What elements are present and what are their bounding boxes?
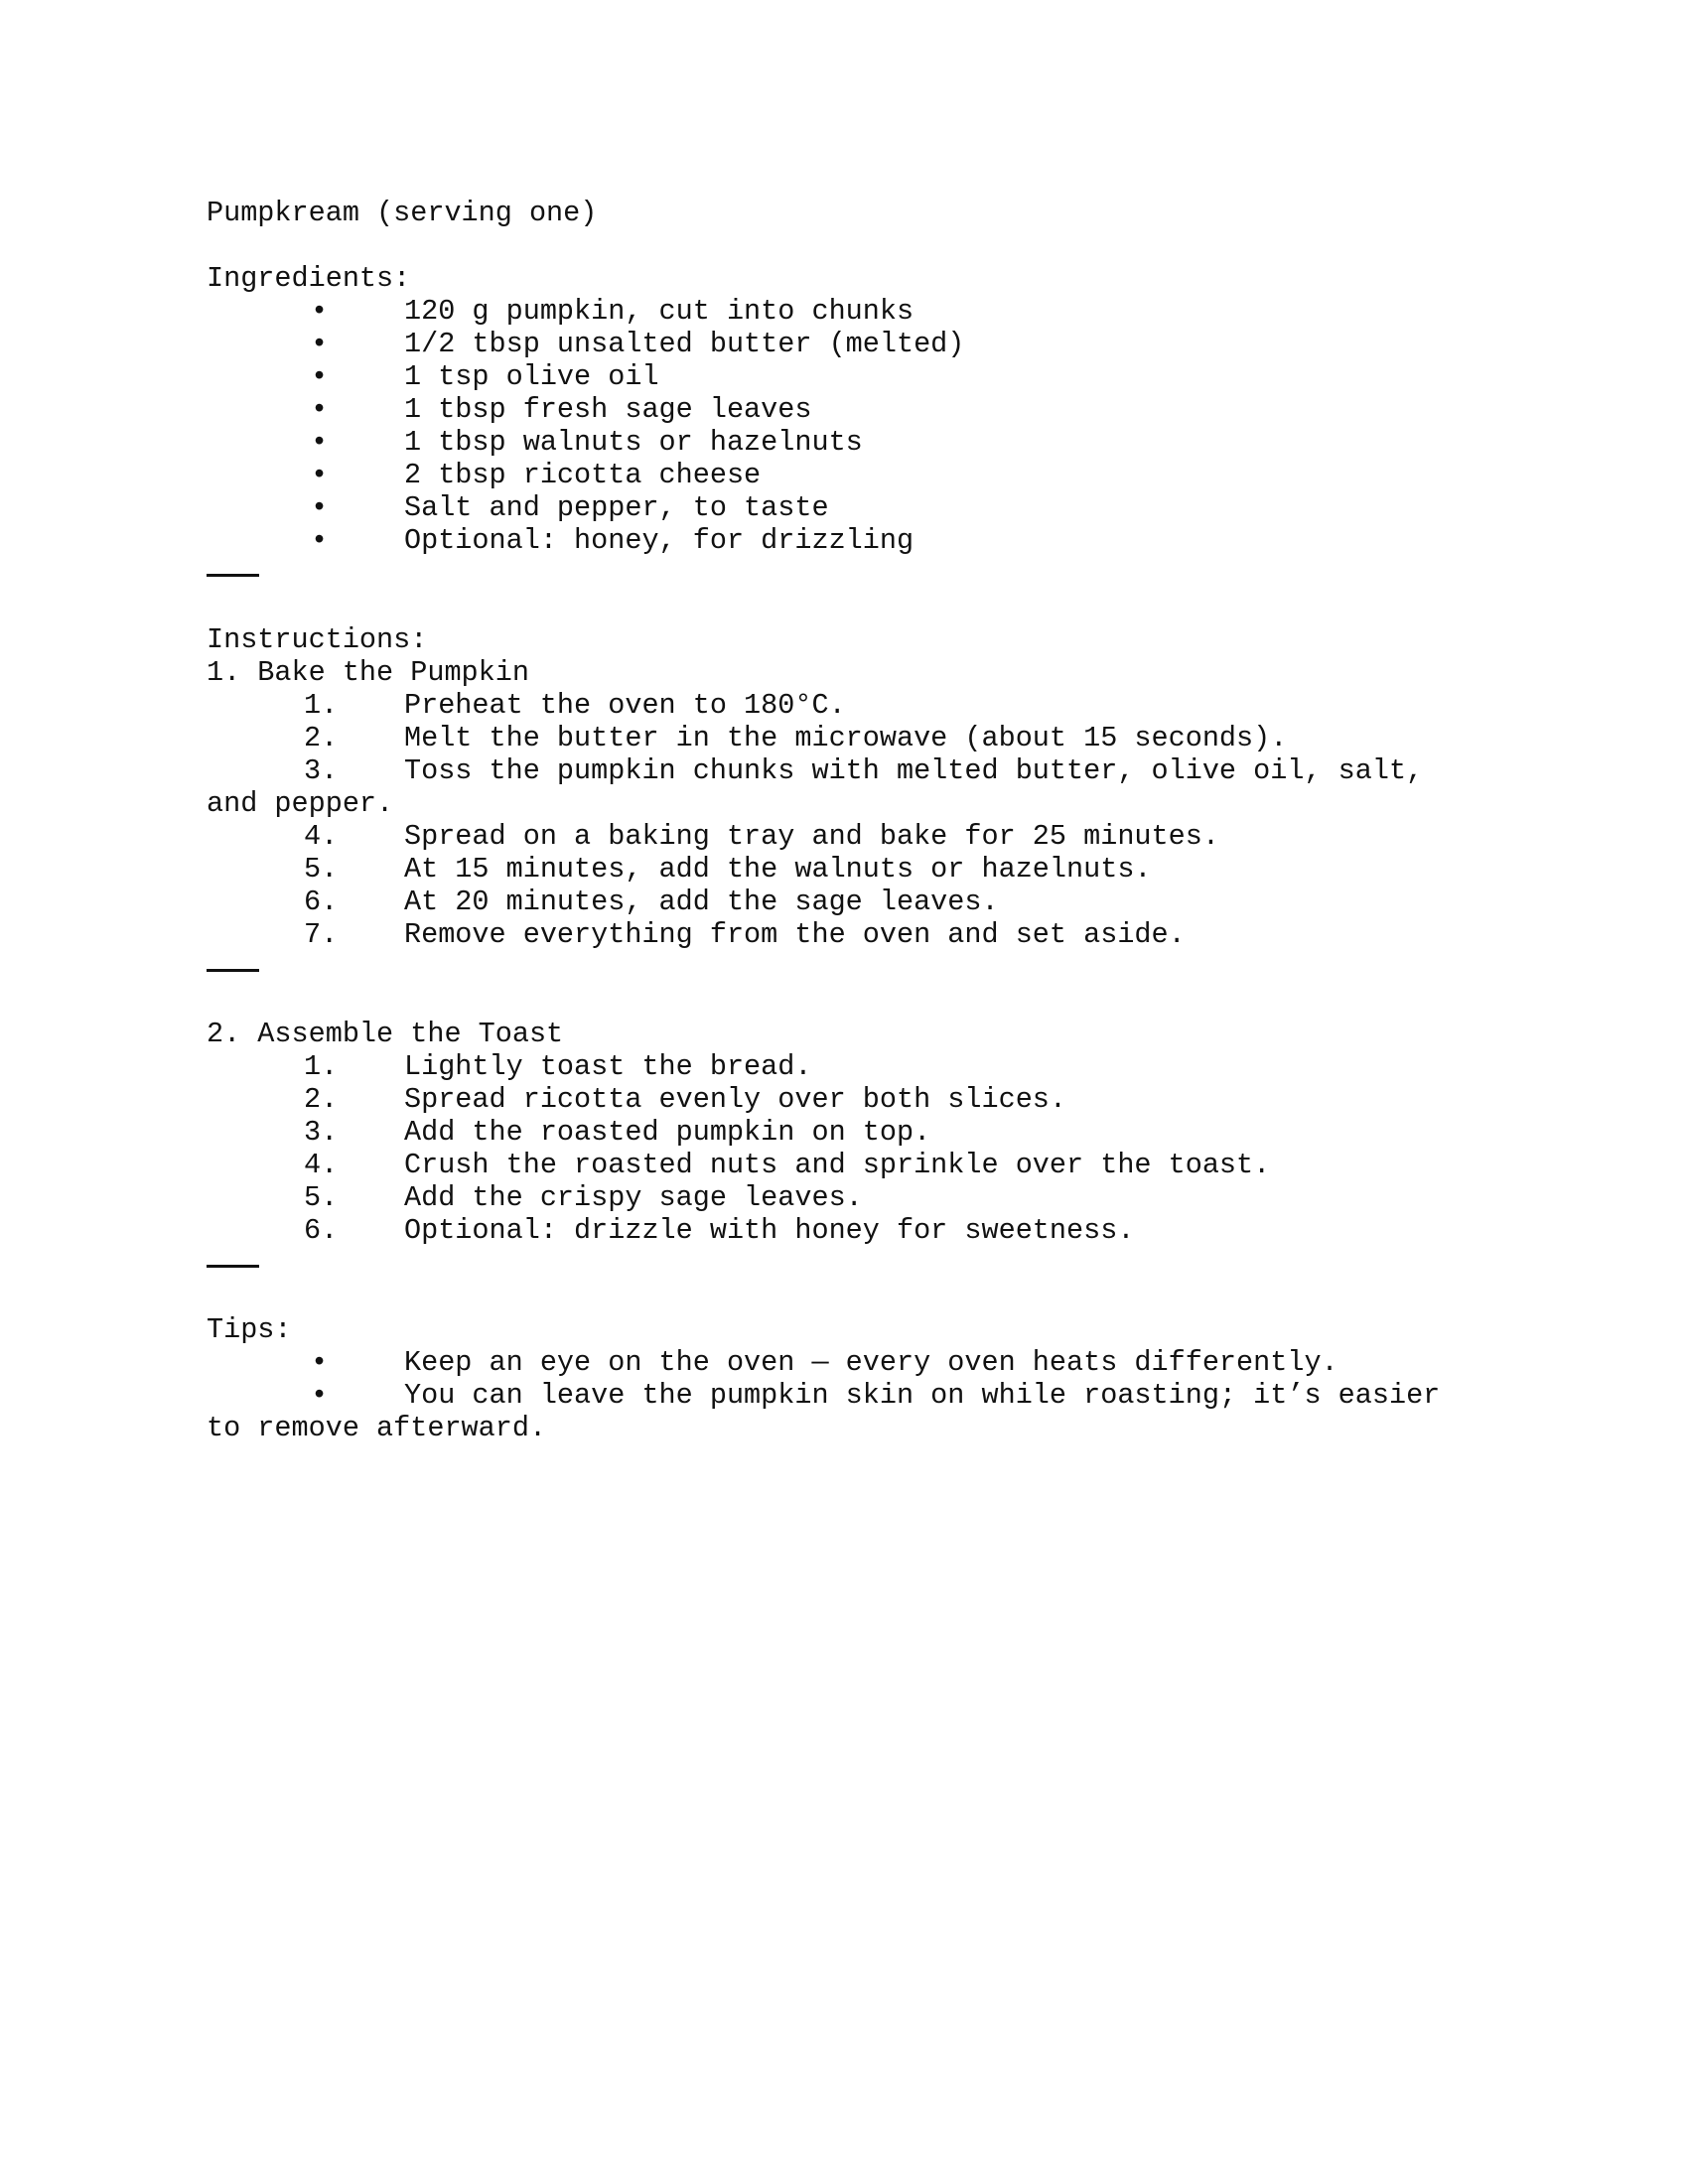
step-text: Crush the roasted nuts and sprinkle over the toast. — [404, 1149, 1271, 1181]
tip-item-continuation: to remove afterward. — [207, 1412, 547, 1444]
bullet-icon: • — [311, 426, 329, 459]
recipe-title: Pumpkream (serving one) — [207, 197, 598, 229]
step-text: At 20 minutes, add the sage leaves. — [404, 886, 999, 918]
step-text: At 15 minutes, add the walnuts or hazelnuts. — [404, 853, 1152, 886]
step-number: 5. — [304, 853, 339, 886]
bullet-icon: • — [311, 295, 329, 328]
ingredient-item: 2 tbsp ricotta cheese — [404, 459, 762, 491]
step-number: 1. — [304, 689, 339, 722]
section-title-bake: 1. Bake the Pumpkin — [207, 656, 529, 689]
section-divider — [207, 574, 259, 577]
bullet-icon: • — [311, 459, 329, 491]
ingredient-item: 1 tbsp fresh sage leaves — [404, 393, 812, 426]
step-number: 6. — [304, 1214, 339, 1247]
ingredient-item: 1 tbsp walnuts or hazelnuts — [404, 426, 863, 459]
bullet-icon: • — [311, 393, 329, 426]
ingredients-heading: Ingredients: — [207, 262, 411, 295]
step-number: 2. — [304, 1083, 339, 1116]
step-number: 5. — [304, 1181, 339, 1214]
bullet-icon: • — [311, 524, 329, 557]
instructions-heading: Instructions: — [207, 623, 428, 656]
step-number: 7. — [304, 918, 339, 951]
step-text: Remove everything from the oven and set aside. — [404, 918, 1186, 951]
bullet-icon: • — [311, 328, 329, 360]
step-number: 3. — [304, 1116, 339, 1149]
step-text: Add the crispy sage leaves. — [404, 1181, 863, 1214]
step-text: Optional: drizzle with honey for sweetness. — [404, 1214, 1135, 1247]
step-text-continuation: and pepper. — [207, 787, 394, 820]
step-number: 3. — [304, 754, 339, 787]
section-divider — [207, 1265, 259, 1268]
step-text: Spread on a baking tray and bake for 25 minutes. — [404, 820, 1219, 853]
step-number: 1. — [304, 1050, 339, 1083]
bullet-icon: • — [311, 360, 329, 393]
section-divider — [207, 969, 259, 972]
step-number: 4. — [304, 820, 339, 853]
bullet-icon: • — [311, 491, 329, 524]
step-number: 2. — [304, 722, 339, 754]
step-text: Preheat the oven to 180°C. — [404, 689, 846, 722]
step-text: Melt the butter in the microwave (about 15 seconds). — [404, 722, 1288, 754]
step-text: Add the roasted pumpkin on top. — [404, 1116, 931, 1149]
ingredient-item: 1 tsp olive oil — [404, 360, 659, 393]
step-text: Lightly toast the bread. — [404, 1050, 812, 1083]
ingredient-item: Optional: honey, for drizzling — [404, 524, 914, 557]
ingredient-item: 120 g pumpkin, cut into chunks — [404, 295, 914, 328]
ingredient-item: 1/2 tbsp unsalted butter (melted) — [404, 328, 965, 360]
step-number: 6. — [304, 886, 339, 918]
step-number: 4. — [304, 1149, 339, 1181]
step-text: Toss the pumpkin chunks with melted butter, olive oil, salt, — [404, 754, 1424, 787]
tip-item: You can leave the pumpkin skin on while roasting; it’s easier — [404, 1379, 1441, 1412]
tip-item: Keep an eye on the oven — every oven heats differently. — [404, 1346, 1338, 1379]
tips-heading: Tips: — [207, 1313, 292, 1346]
step-text: Spread ricotta evenly over both slices. — [404, 1083, 1067, 1116]
section-title-assemble: 2. Assemble the Toast — [207, 1018, 564, 1050]
ingredient-item: Salt and pepper, to taste — [404, 491, 829, 524]
bullet-icon: • — [311, 1379, 329, 1412]
bullet-icon: • — [311, 1346, 329, 1379]
